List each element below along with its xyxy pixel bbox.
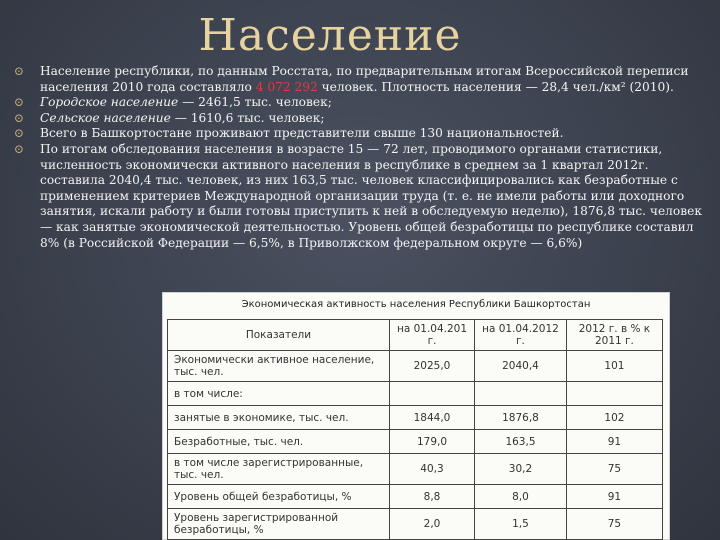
table-cell: Уровень зарегистрированной безработицы, %: [168, 509, 390, 540]
bullet-text: Городское население: [40, 95, 179, 110]
bullet-marker-icon: ⊙: [14, 110, 25, 125]
table-header-cell: 2012 г. в % к 2011 г.: [566, 320, 662, 351]
bullet-text: Население республики, по данным Росстата, по предварительным итогам Всероссийской переписи населения 2010 года составляло: [40, 64, 689, 94]
bullet-marker-icon: ⊙: [14, 95, 25, 110]
bullet-marker-icon: ⊙: [14, 64, 25, 78]
table-cell: 1876,8: [475, 406, 567, 430]
table-row: [168, 406, 663, 430]
table-image: [162, 292, 670, 540]
table-cell: Экономически активное население, тыс. чел.: [168, 351, 390, 382]
table-cell: 8,0: [475, 485, 567, 509]
bullet-text: Всего в Башкортостане проживают представители свыше 130 национальностей.: [40, 126, 564, 141]
bullet-marker-icon: ⊙: [14, 126, 25, 141]
table-cell: Уровень общей безработицы, %: [168, 485, 390, 509]
table-cell: [389, 382, 474, 406]
table-cell: 91: [566, 485, 662, 509]
table-body: [168, 351, 663, 540]
table-cell: 102: [566, 406, 662, 430]
slide-title: Население: [198, 10, 462, 61]
table-cell: Безработные, тыс. чел.: [168, 430, 390, 454]
bullet-item: [14, 111, 714, 127]
table-row: [168, 454, 663, 485]
table-header-cell: на 01.04.201 г.: [389, 320, 474, 351]
bullet-item: [14, 126, 714, 142]
table-cell: 75: [566, 509, 662, 540]
bullet-text: человек. Плотность населения — 28,4 чел./км² (2010).: [317, 79, 674, 94]
bullet-text: Сельское население: [40, 110, 171, 125]
bullet-item: [14, 95, 714, 111]
table-cell: 163,5: [475, 430, 567, 454]
table-cell: 1844,0: [389, 406, 474, 430]
table-title: Экономическая активность населения Республики Башкортостан: [241, 299, 591, 310]
table-cell: 8,8: [389, 485, 474, 509]
table-header-cell: Показатели: [168, 320, 390, 351]
bullet-item: [14, 142, 714, 251]
table-cell: 40,3: [389, 454, 474, 485]
table-cell: 30,2: [475, 454, 567, 485]
table-cell: 2,0: [389, 509, 474, 540]
table-cell: [475, 382, 567, 406]
table-row: [168, 382, 663, 406]
bullet-item: [14, 64, 714, 95]
table-cell: 2040,4: [475, 351, 567, 382]
table-cell: в том числе зарегистрированные, тыс. чел.: [168, 454, 390, 485]
table-header-row: [168, 320, 663, 351]
bullet-marker-icon: ⊙: [14, 141, 25, 156]
table-cell: 1,5: [475, 509, 567, 540]
table-header-cell: на 01.04.2012 г.: [475, 320, 567, 351]
bullet-text: — 1610,6 тыс. человек;: [170, 110, 325, 125]
bullet-text: — 2461,5 тыс. человек;: [178, 95, 332, 110]
table-cell: 91: [566, 430, 662, 454]
table-row: [168, 509, 663, 540]
data-table: [167, 319, 663, 540]
table-cell: в том числе:: [168, 382, 390, 406]
table-row: [168, 351, 663, 382]
bullet-list: [14, 64, 714, 251]
table-cell: занятые в экономике, тыс. чел.: [168, 406, 390, 430]
table-cell: 2025,0: [389, 351, 474, 382]
bullet-text: По итогам обследования населения в возрасте 15 — 72 лет, проводимого органами статистики, численность экономически активного населения в республике в среднем за 1 квартал 2012г. составила 2040,4 тыс. человек, из них 163,5 тыс. человек классифицировались как безработные с применением критериев Международной организации труда (т. е. не имели работы или доходного занятия, искали работу и были готовы приступить к ней в обследуемую неделю), 1876,8 тыс. человек — как занятые экономической деятельностью. Уровень общей безработицы по республике составил 8% (в Российской Федерации — 6,5%, в Приволжском федеральном округе — 6,6%): [40, 141, 702, 250]
bullet-text: 4 072 292: [255, 79, 318, 94]
table-cell: 179,0: [389, 430, 474, 454]
table-cell: 101: [566, 351, 662, 382]
table-row: [168, 485, 663, 509]
table-cell: 75: [566, 454, 662, 485]
table-row: [168, 430, 663, 454]
table-cell: [566, 382, 662, 406]
